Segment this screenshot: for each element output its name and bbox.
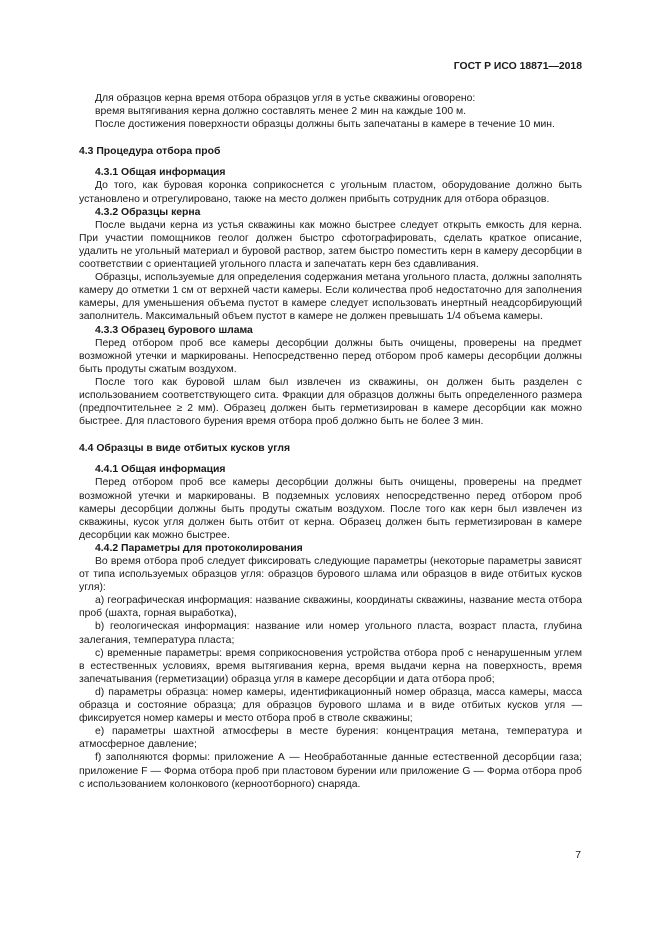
page-number: 7 bbox=[575, 850, 581, 861]
list-item: f) заполняются формы: приложение А — Необработанные данные естественной десорбции газа; приложение F — Форма отбора проб при пластовом бурении или приложение G — Форма отбора проб с использованием колонкового (кернoотборного) снаряда. bbox=[79, 752, 582, 790]
section-4-3-3-title: 4.3.3 Образец бурового шлама bbox=[95, 324, 253, 336]
section-4-4-1-title: 4.4.1 Общая информация bbox=[95, 464, 226, 476]
section-4-3-3-paragraph-2: После того как буровой шлам был извлечен из скважины, он должен быть разделен с использованием соответствующего сита. Фракции для образцов должны быть определенного размера (предпочтительнее ≥ 2 мм). Образец должен быть герметизирован в камере десорбции как можно быстрее. Для пластового бурения время отбора проб должно быть не более 3 мин. bbox=[79, 376, 582, 428]
section-4-3-2-paragraph-2: Образцы, используемые для определения содержания метана угольного пласта, должны заполнять камеру до отметки 1 см от верхней части камеры. Если количества проб недостаточно для заполнения камеры, для уменьшения объема пустот в камере следует использовать инертный неадсорбирующий заполнитель. Максимальный объем пустот в камере не должен превышать 1/4 объема камеры. bbox=[79, 272, 582, 323]
section-4-3-2-title: 4.3.2 Образцы керна bbox=[95, 206, 201, 218]
list-item: e) параметры шахтной атмосферы в месте бурения: концентрация метана, температура и атмосферное давление; bbox=[79, 726, 582, 751]
section-4-4-1-text: Перед отбором проб все камеры десорбции должны быть очищены, проверены на предмет возможной утечки и маркированы. В подземных условиях непосредственно перед отбором проб камеры десорбции должны быть продуты сжатым воздухом. После того как керн был извлечен из скважины, кусок угля должен быть отбит от керна. Образец должен быть герметизирован в камере десорбции как можно быстрее. bbox=[79, 477, 582, 541]
intro-line-3: После достижения поверхности образцы должны быть запечатаны в камере в течение 10 мин. bbox=[95, 119, 555, 131]
document-standard-id: ГОСТ Р ИСО 18871—2018 bbox=[453, 61, 582, 72]
list-item: b) геологическая информация: название или номер угольного пласта, возраст пласта, глубина залегания, температура пласта; bbox=[79, 621, 582, 646]
intro-line-2: время вытягивания керна должно составлять менее 2 мин на каждые 100 м. bbox=[95, 106, 467, 118]
section-4-3-3-paragraph-1: Перед отбором проб все камеры десорбции должны быть очищены, проверены на предмет возможной утечки и маркированы. Непосредственно перед отбором проб камеры десорбции должны быть продуты сжатым воздухом. bbox=[79, 337, 582, 375]
section-4-3-2-paragraph-1: После выдачи керна из устья скважины как можно быстрее следует открыть емкость для керна. При участии помощников геолог должен быстро сфотографировать, сделать краткое описание, удалить не угольный материал и буровой раствор, затем быстро поместить керн в камеру десорбции в соответствии с ориентацией угольного пласта и запечатать керн без сдавливания. bbox=[79, 219, 582, 271]
list-item: a) географическая информация: название скважины, координаты скважины, название места отбора проб (шахта, горная выработка), bbox=[79, 595, 582, 620]
document-body bbox=[79, 92, 582, 791]
section-4-3-1-text: До того, как буровая коронка соприкоснется с угольным пластом, оборудование должно быть установлено и отрегулировано, также на место должен прибыть сотрудник для отбора образцов. bbox=[79, 180, 582, 205]
section-4-4-2-lead: Во время отбора проб следует фиксировать следующие параметры (некоторые параметры зависят от типа используемых образцов угля: образцов бурового шлама или образцов в виде отбитых кусков угля): bbox=[79, 556, 582, 594]
section-4-4-2-title: 4.4.2 Параметры для протоколирования bbox=[95, 542, 303, 554]
list-item: c) временные параметры: время соприкосновения устройства отбора проб с ненарушенным углем в естественных условиях, время вытягивания керна, время выдачи керна на поверхность, время запечатывания (герметизации) образца угля в камере десорбции и дата отбора проб; bbox=[79, 647, 582, 685]
intro-line-1: Для образцов керна время отбора образцов угля в устье скважины оговорено: bbox=[95, 93, 476, 104]
section-4-4-title: 4.4 Образцы в виде отбитых кусков угля bbox=[79, 443, 291, 455]
section-4-3-1-title: 4.3.1 Общая информация bbox=[95, 167, 226, 179]
list-item: d) параметры образца: номер камеры, идентификационный номер образца, масса камеры, масса образца и состояние образца; для образцов бурового шлама и в виде отбитых кусков угля — фиксируется номер камеры и место отбора проб в стволе скважины; bbox=[79, 686, 582, 725]
section-4-3-title: 4.3 Процедура отбора проб bbox=[79, 146, 221, 158]
